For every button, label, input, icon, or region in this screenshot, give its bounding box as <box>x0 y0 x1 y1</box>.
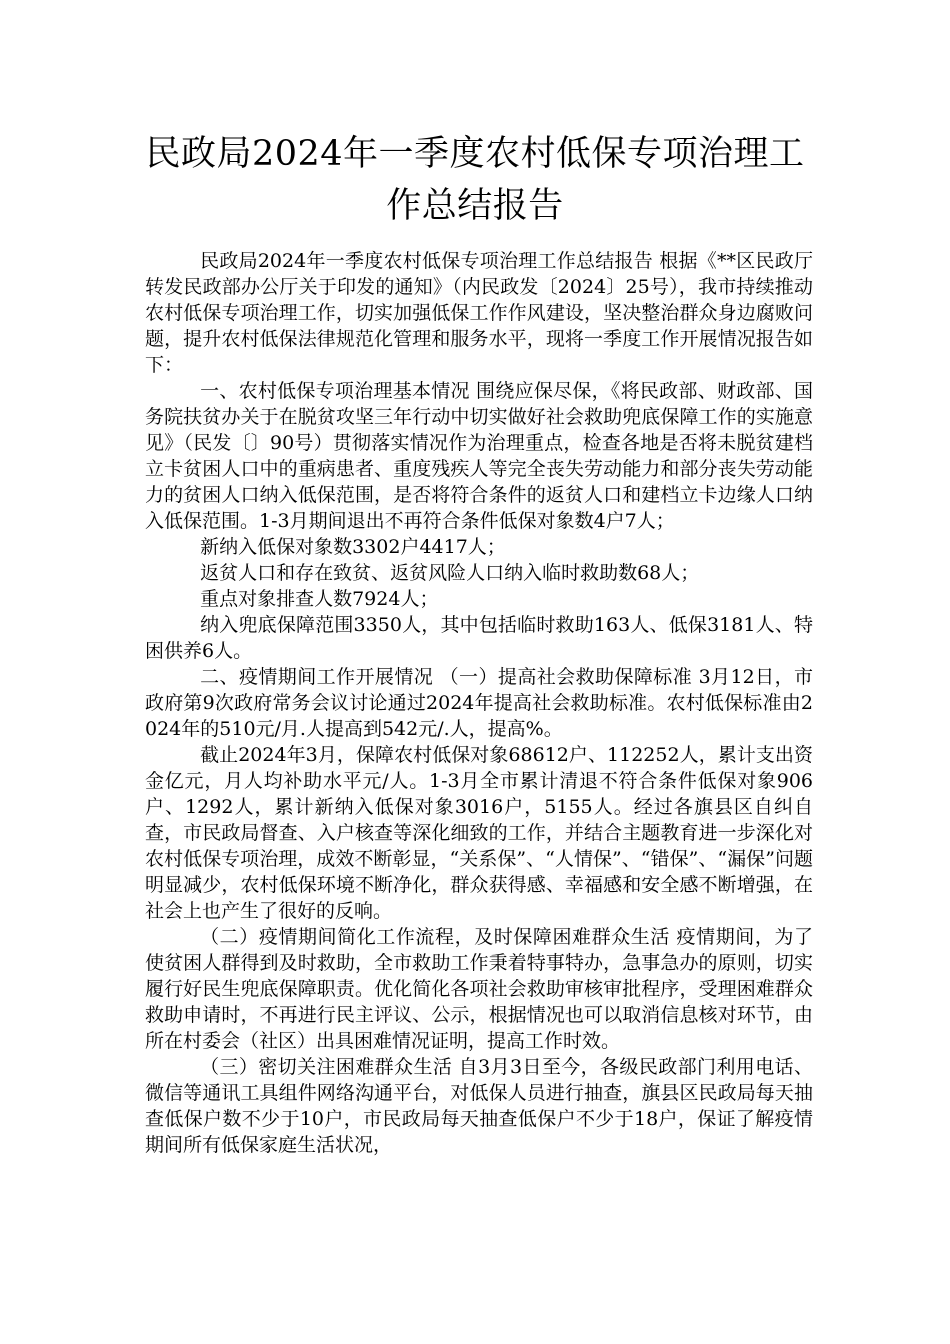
monitoring-paragraph: （三）密切关注困难群众生活 自3月3日至今，各级民政部门利用电话、微信等通讯工具组件网络沟通平台，对低保人员进行抽查，旗县区民政局每天抽查低保户数不少于10户，市民政局每天抽查低保户不少于18户，保证了解疫情期间所有低保家庭生活状况， <box>145 1056 813 1156</box>
section-two-paragraph: 二、疫情期间工作开展情况 （一）提高社会救助保障标准 3月12日，市政府第9次政府常务会议讨论通过2024年提高社会救助标准。农村低保标准由2024年的510元/月.人提高到542元/.人，提高%。 <box>145 666 813 740</box>
stat-key-screening: 重点对象排查人数7924人； <box>200 588 439 610</box>
document-title-line: 民政局2024年一季度农村低保专项治理工 <box>145 134 805 174</box>
document-body <box>145 248 813 1158</box>
intro-paragraph: 民政局2024年一季度农村低保专项治理工作总结报告 根据《**区民政厅转发民政部办公厅关于印发的通知》（内民政发〔2024〕25号），我市持续推动农村低保专项治理工作，切实加强低保工作作风建设，坚决整治群众身边腐败问题，提升农村低保法律规范化管理和服务水平，现将一季度工作开展情况报告如下： <box>145 250 813 376</box>
document-title-line: 作总结报告 <box>386 186 564 226</box>
section-one-paragraph: 一、农村低保专项治理基本情况 围绕应保尽保，《将民政部、财政部、国务院扶贫办关于在脱贫攻坚三年行动中切实做好社会救助兜底保障工作的实施意见》（民发〔〕90号）贯彻落实情况作为治理重点，检查各地是否将未脱贫建档立卡贫困人口中的重病患者、重度残疾人等完全丧失劳动能力和部分丧失劳动能力的贫困人口纳入低保范围，是否将符合条件的返贫人口和建档立卡边缘人口纳入低保范围。1-3月期间退出不再符合条件低保对象数4户7人； <box>145 380 813 532</box>
simplified-process-paragraph: （二）疫情期间简化工作流程，及时保障困难群众生活 疫情期间，为了使贫困人群得到及时救助，全市救助工作秉着特事特办，急事急办的原则，切实履行好民生兜底保障职责。优化简化各项社会救助审核审批程序，受理困难群众救助申请时，不再进行民主评议、公示，根据情况也可以取消信息核对环节，由所在村委会（社区）出具困难情况证明，提高工作时效。 <box>145 926 813 1052</box>
stat-temporary-relief: 返贫人口和存在致贫、返贫风险人口纳入临时救助数68人； <box>200 562 700 584</box>
progress-summary-paragraph: 截止2024年3月，保障农村低保对象68612户、112252人，累计支出资金亿元，月人均补助水平元/人。1-3月全市累计清退不符合条件低保对象906户、1292人，累计新纳入低保对象3016户，5155人。经过各旗县区自纠自查，市民政局督查、入户核查等深化细致的工作，并结合主题教育进一步深化对农村低保专项治理，成效不断彰显，“关系保”、“人情保”、“错保”、“漏保”问题明显减少，农村低保环境不断净化，群众获得感、幸福感和安全感不断增强，在社会上也产生了很好的反响。 <box>145 744 813 922</box>
document-title <box>120 128 830 232</box>
stat-safety-net-coverage: 纳入兜底保障范围3350人，其中包括临时救助163人、低保3181人、特困供养6人。 <box>145 614 813 662</box>
stat-new-recipients: 新纳入低保对象数3302户4417人； <box>200 536 506 558</box>
